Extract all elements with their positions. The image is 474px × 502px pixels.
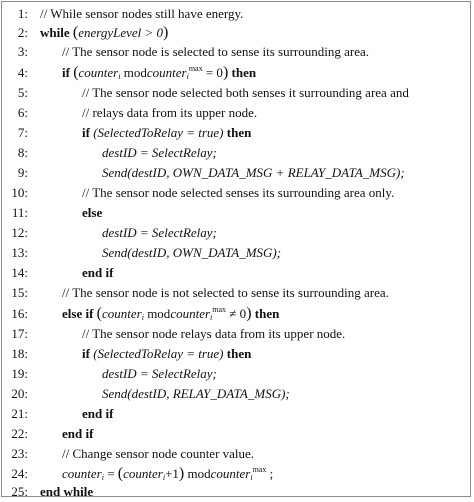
line-number: 4: xyxy=(17,65,28,80)
line-number: 19: xyxy=(11,366,28,381)
line-number: 22: xyxy=(11,426,28,441)
comment: // relays data from its upper node. xyxy=(82,105,258,120)
keyword: end if xyxy=(62,426,94,441)
statement: destID = SelectRelay; xyxy=(102,366,217,381)
counter-update: counter$_i$ = (counter$_i$+1) modcounter$_i^{max}$ ; xyxy=(62,465,274,482)
statement: Send(destID, OWN_DATA_MSG + RELAY_DATA_MSG); xyxy=(102,165,405,180)
line-number: 7: xyxy=(17,125,28,140)
line-number: 8: xyxy=(17,145,28,160)
line-number: 5: xyxy=(17,85,28,100)
statement: Send(destID, OWN_DATA_MSG); xyxy=(102,245,282,260)
keyword: end if xyxy=(82,265,114,280)
line-number: 17: xyxy=(11,326,28,341)
line-number: 14: xyxy=(11,265,28,280)
while-statement: while (energyLevel > 0) xyxy=(40,24,169,41)
line-number: 20: xyxy=(11,386,28,401)
line-number: 16: xyxy=(11,306,28,321)
keyword: end if xyxy=(82,406,114,421)
statement: Send(destID, RELAY_DATA_MSG); xyxy=(102,386,290,401)
line-number: 11: xyxy=(11,205,28,220)
line-number: 25: xyxy=(11,484,28,499)
comment: // While sensor nodes still have energy. xyxy=(40,6,244,21)
line-number: 18: xyxy=(11,346,28,361)
line-number: 13: xyxy=(11,245,28,260)
line-number: 1: xyxy=(17,6,28,21)
comment: // The sensor node selected both senses it surrounding area and xyxy=(82,85,409,100)
keyword: while xyxy=(40,25,70,40)
comment: // The sensor node relays data from its upper node. xyxy=(82,326,346,341)
condition: energyLevel > 0 xyxy=(78,25,164,40)
line-number: 9: xyxy=(17,165,28,180)
line-number: 3: xyxy=(17,44,28,59)
statement: destID = SelectRelay; xyxy=(102,145,217,160)
keyword: else xyxy=(82,205,103,220)
line-number: 12: xyxy=(11,225,28,240)
comment: // The sensor node selected senses its surrounding area only. xyxy=(82,185,395,200)
comment: // Change sensor node counter value. xyxy=(62,446,255,461)
line-number: 10: xyxy=(11,185,28,200)
line-number: 24: xyxy=(11,466,28,481)
if-statement: if (counter$_i$ modcounter$_i^{max}$ = 0) then xyxy=(62,64,257,81)
algorithm-box xyxy=(1,1,471,497)
line-number: 2: xyxy=(17,25,28,40)
line-number: 15: xyxy=(11,285,28,300)
if-statement: if (SelectedToRelay = true) then xyxy=(82,125,252,140)
keyword: end while xyxy=(40,484,94,499)
else-if-statement: else if (counter$_i$ modcounter$_i^{max}$ ≠ 0) then xyxy=(62,305,280,322)
comment: // The sensor node is not selected to sense its surrounding area. xyxy=(62,285,389,300)
line-number: 23: xyxy=(11,446,28,461)
statement: destID = SelectRelay; xyxy=(102,225,217,240)
line-number: 6: xyxy=(17,105,28,120)
comment: // The sensor node is selected to sense its surrounding area. xyxy=(62,44,369,59)
line-number: 21: xyxy=(11,406,28,421)
if-statement: if (SelectedToRelay = true) then xyxy=(82,346,252,361)
